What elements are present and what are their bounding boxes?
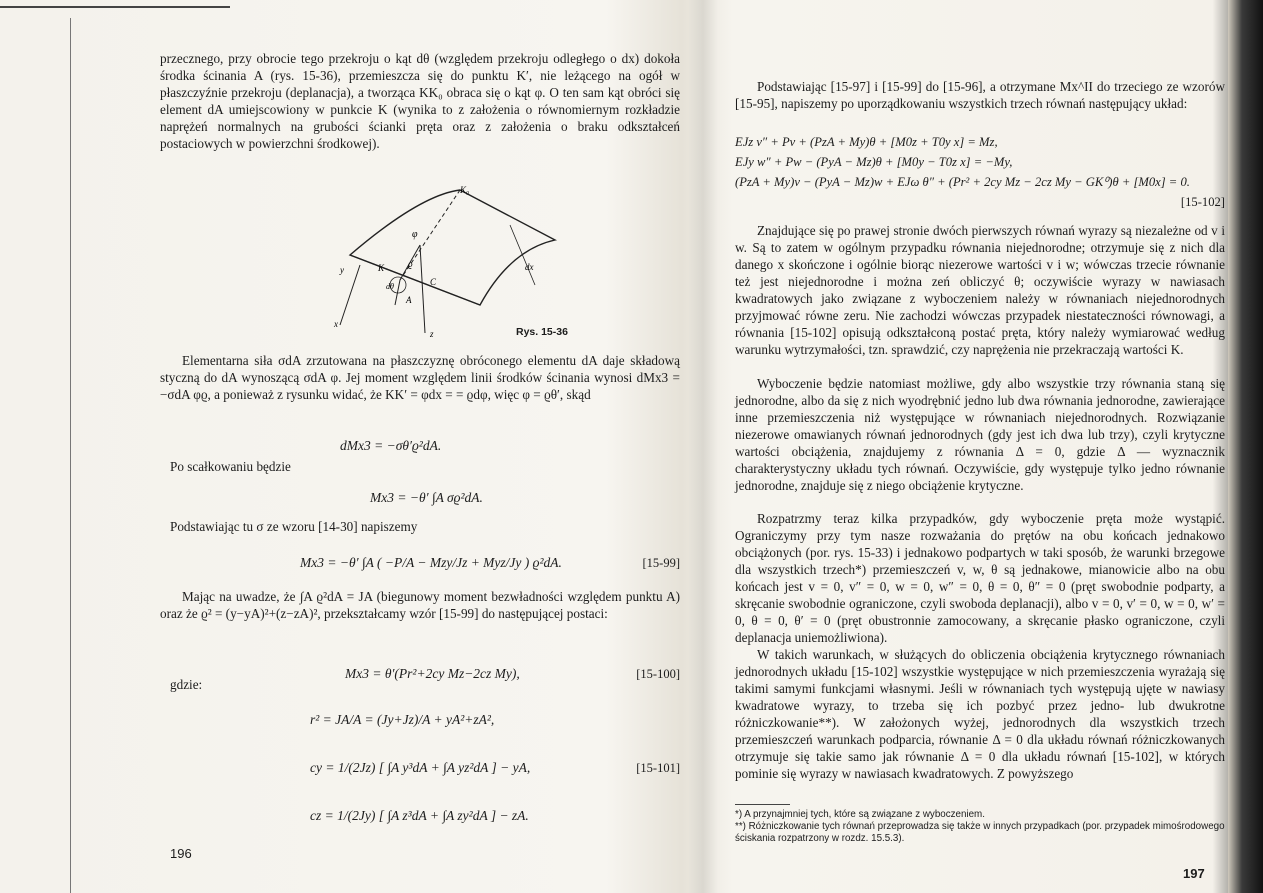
equation-15-100-text: Mx3 = θ′(Pr²+2cy Mz−2cz My), (345, 666, 520, 681)
equation-15-100 (345, 666, 680, 682)
label-rho: ϱ (408, 259, 413, 269)
label-x: x (334, 319, 338, 329)
system-eq-3: (PzA + My)v − (PyA − Mz)w + EJω θ″ + (Pr² + 2cy Mz − 2cz My − GK⁰)θ + [M0x] = 0. (735, 175, 1190, 189)
footnote-rule (735, 804, 790, 805)
equation-15-99 (300, 555, 680, 571)
equation-15-99-number: [15-99] (642, 555, 680, 570)
gdzie-label: gdzie: (170, 677, 203, 692)
footnote-2: **) Różniczkowanie tych równań przeprowadza się także w innych przypadkach (por. przypadek mimośrodowego ściskania rozpatrzony w rozdz. 15.5.3). (735, 821, 1225, 844)
equation-dmx3 (340, 438, 441, 454)
scan-margin-line (70, 18, 71, 893)
footnotes (735, 798, 1225, 845)
right-intro-paragraph: Podstawiając [15-97] i [15-99] do [15-96], a otrzymane Mx^II do trzeciego ze wzorów [15-95], napiszemy po uporządkowaniu wszystkich trzech równań następujący układ: (735, 79, 1225, 111)
system-eq-2: EJy w″ + Pw − (PyA − Mz)θ + [M0y − T0z x] = −My, (735, 155, 1013, 169)
equation-r2-text: r² = JA/A = (Jy+Jz)/A + yA²+zA², (310, 712, 495, 727)
label-dx: dx (525, 262, 534, 272)
label-k: K (378, 263, 385, 273)
equation-cy-text: cy = 1/(2Jz) [ ∫A y³dA + ∫A yz²dA ] − yA, (310, 760, 531, 775)
equation-system-15-102 (735, 132, 1225, 212)
equation-dmx3-text: dMx3 = −σθ′ϱ²dA. (340, 438, 442, 453)
equation-15-101 (310, 760, 680, 776)
label-z: z (430, 329, 434, 339)
label-c: C (430, 277, 437, 287)
left-para-4: Mając na uwadze, że ∫A ϱ²dA = JA (biegunowy moment bezwładności względem punktu A) oraz że ϱ² = (y−yA)²+(z−zA)², przekształcamy wzór [15-99] do następującej postaci: (160, 589, 680, 621)
right-page-number: 197 (1183, 866, 1205, 881)
label-k0: K₀ (460, 185, 470, 195)
equation-mx3-integral-text: Mx3 = −θ′ ∫A σϱ²dA. (370, 490, 483, 505)
equation-15-99-text: Mx3 = −θ′ ∫A ( −P/A − Mzy/Jz + Myz/Jy ) ϱ²dA. (300, 555, 562, 570)
label-a: A (406, 295, 412, 305)
label-dtheta: dθ (386, 282, 394, 291)
scan-right-edge (1228, 0, 1263, 893)
right-para-1: Znajdujące się po prawej stronie dwóch pierwszych równań wyrazy są niezależne od v i w. Są to zatem w ogólnym przypadku równania niejednorodne; otrzymuje się z nich dla danego x skończone i ogólnie biorąc niezerowe wartości v i w; wówczas trzecie równanie też jest niejednorodne i można zeń obliczyć θ; oczywiście wyrazy w nawiasach kwadratowych jako związane z wyboczeniem należy w równaniach niejednorodnych przyjmować równe zeru. Nie zachodzi wówczas przypadek niestateczności równowagi, a równania [15-102] opisują odkształconą postać pręta, który należy wymiarować według warunku wytrzymałości, tzn. sprawdzić, czy naprężenia nie przekraczają wartości K. (735, 223, 1225, 357)
figure-15-36 (310, 185, 560, 345)
system-number: [15-102] (1180, 195, 1225, 209)
left-para-1: Elementarna siła σdA zrzutowana na płaszczyznę obróconego elementu dA daje składową styczną do dA wynoszącą σdA φ. Jej moment względem linii środków ścinania wynosi dMx3 = −σdA φϱ, a ponieważ z rysunku widać, że KK′ = φdx = = ϱdφ, więc φ = ϱθ′, skąd (160, 353, 680, 402)
equation-r2 (310, 712, 494, 728)
equation-15-101-number: [15-101] (636, 760, 680, 775)
equation-cz (310, 808, 529, 824)
figure-caption: Rys. 15-36 (516, 326, 568, 338)
system-eq-1: EJz v″ + Pv + (PzA + My)θ + [M0z + T0y x] = Mz, (735, 135, 998, 149)
left-intro-paragraph: przecznego, przy obrocie tego przekroju o kąt dθ (względem przekroju odległego o dx) dokoła środka ścinania A (rys. 15-36), przemieszcza się do punktu K′, nie leżącego na ogół w płaszczyźnie przekroju (deplanacja), a tworząca KK₀ obraca się o kąt φ. O ten sam kąt obróci się element dA umiejscowiony w punkcie K (wynika to z założenia o równomiernym rozkładzie naprężeń normalnych na grubości ścianki pręta oraz z założenia o braku odkształceń postaciowych w powierzchni środkowej). (160, 51, 680, 151)
left-page-number: 196 (170, 846, 192, 861)
footnote-1: *) A przynajmniej tych, które są związane z wyboczeniem. (735, 809, 985, 820)
label-y: y (340, 265, 344, 275)
left-para-2: Po scałkowaniu będzie (170, 459, 291, 474)
left-para-3: Podstawiając tu σ ze wzoru [14-30] napiszemy (170, 519, 418, 534)
right-para-2: Wyboczenie będzie natomiast możliwe, gdy albo wszystkie trzy równania staną się jednorodne, albo da się z nich wyodrębnić jedno lub dwa równania jednorodne, zawierające inne przemieszczenia niż występujące w równaniach niejednorodnych. Rozwiązanie niezerowe omawianych równań jednorodnych (gdy jest ich dwa lub trzy), czyli krytyczne wartości obciążenia, znajdujemy z równania Δ = 0, gdzie Δ — wyznacznik charakterystyczny układu tych równań. Oczywiście, gdy występuje tylko jedno równanie jednorodne, znajduje się z niego obciążenie krytyczne. (735, 376, 1225, 493)
book-gutter (688, 0, 718, 893)
label-phi: φ (412, 229, 418, 240)
scan-edge-line (0, 6, 230, 8)
right-para-3: Rozpatrzmy teraz kilka przypadków, gdy wyboczenie pręta może wystąpić. Ograniczymy przy tym nasze rozważania do prętów na obu końcach jednakowo obciążonych (por. rys. 15-33) i jednakowo podpartych w taki sposób, że warunki brzegowe dla wszystkich trzech*) przemieszczeń v, w, θ są jednakowe, mianowicie albo na obu końcach jest v = 0, v″ = 0, w = 0, w″ = 0, θ = 0, θ″ = 0 (pręt swobodnie podparty, a skręcanie swobodnie ograniczone, czyli swoboda deplanacji), albo v = 0, v′ = 0, w = 0, w′ = 0, θ = 0, θ′ = 0 (pręt obustronnie zamocowany, a skręcanie płasko ograniczone, czyli deplanacja uniemożliwiona). (735, 511, 1225, 645)
right-para-4: W takich warunkach, w służących do obliczenia obciążenia krytycznego równaniach jednorodnych układu [15-102] wszystkie występujące w nich przemieszczenia wyrażają się takimi samymi funkcjami własnymi. Jeśli w równaniach tych występują ujęte w nawiasy kwadratowe wyrazy, to trzeba się ich pozbyć przez jedno- lub dwukrotne różniczkowanie**). W założonych wyżej, jednorodnych dla wszystkich trzech przemieszczeń warunkach podparcia, równanie Δ = 0 dla układu równań różniczkowanych otrzymuje się takie samo jak równanie Δ = 0 dla układu równań [15-102], w których pominie się wyrazy w nawiasach kwadratowych. Z powyższego (735, 647, 1225, 781)
equation-mx3-integral (370, 490, 483, 506)
equation-cz-text: cz = 1/(2Jy) [ ∫A z³dA + ∫A zy²dA ] − zA. (310, 808, 529, 823)
equation-15-100-number: [15-100] (636, 666, 680, 681)
